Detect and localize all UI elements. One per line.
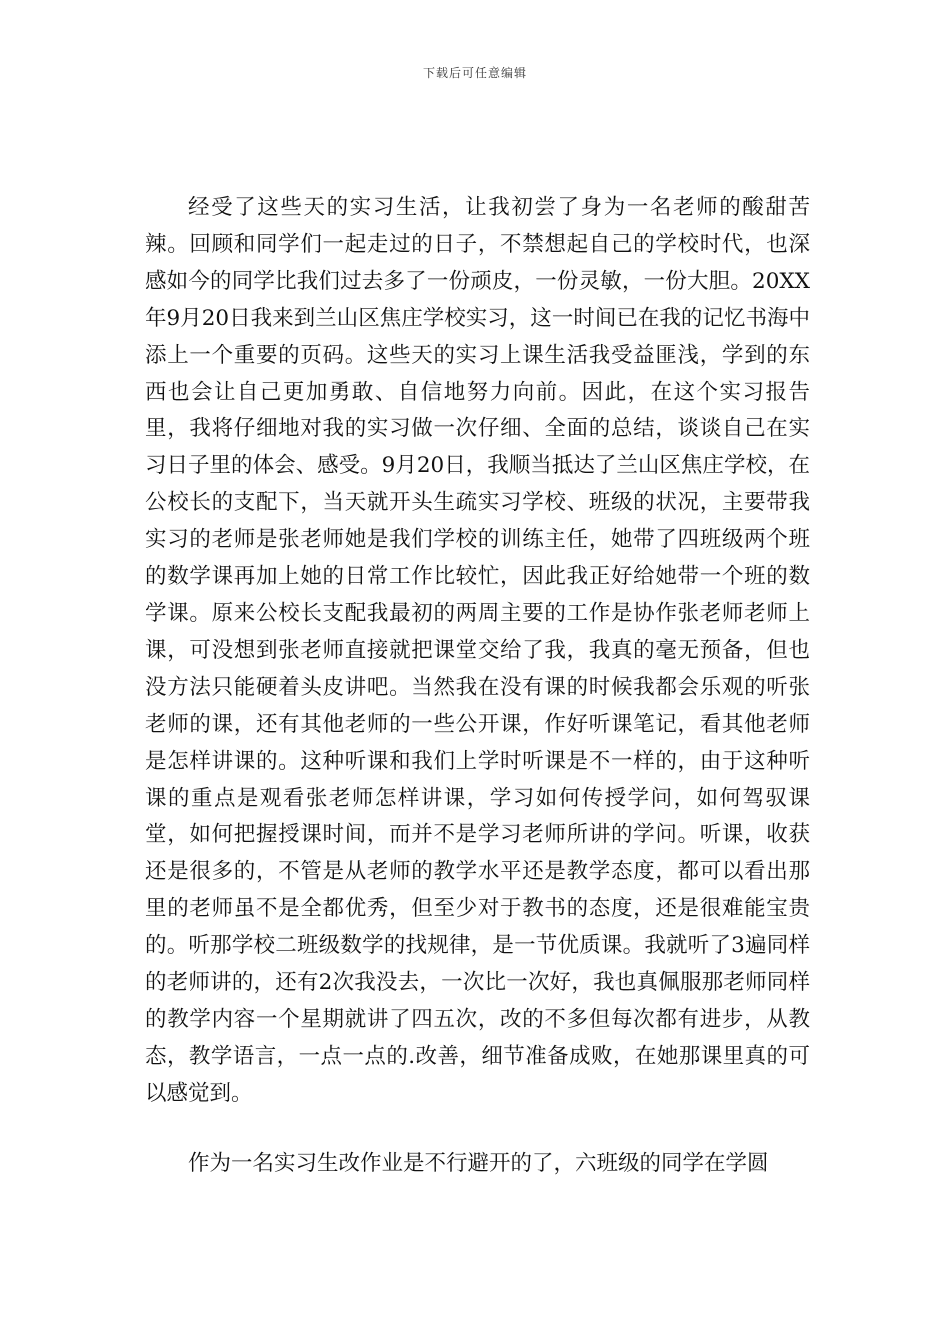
document-body (145, 190, 810, 1183)
body-paragraph: 经受了这些天的实习生活，让我初尝了身为一名老师的酸甜苦辣。回顾和同学们一起走过的日子，不禁想起自己的学校时代，也深感如今的同学比我们过去多了一份顽皮，一份灵敏，一份大胆。20XX年9月20日我来到兰山区焦庄学校实习，这一时间已在我的记忆书海中添上一个重要的页码。这些天的实习上课生活我受益匪浅，学到的东西也会让自己更加勇敢、自信地努力向前。因此，在这个实习报告里，我将仔细地对我的实习做一次仔细、全面的总结，谈谈自己在实习日子里的体会、感受。9月20日，我顺当抵达了兰山区焦庄学校，在公校长的支配下，当天就开头生疏实习学校、班级的状况，主要带我实习的老师是张老师她是我们学校的训练主任，她带了四班级两个班的数学课再加上她的日常工作比较忙，因此我正好给她带一个班的数学课。原来公校长支配我最初的两周主要的工作是协作张老师老师上课，可没想到张老师直接就把课堂交给了我，我真的毫无预备，但也没方法只能硬着头皮讲吧。当然我在没有课的时候我都会乐观的听张老师的课，还有其他老师的一些公开课，作好听课笔记，看其他老师是怎样讲课的。这种听课和我们上学时听课是不一样的，由于这种听课的重点是观看张老师怎样讲课，学习如何传授学问，如何驾驭课堂，如何把握授课时间，而并不是学习老师所讲的学问。听课，收获还是很多的，不管是从老师的教学水平还是教学态度，都可以看出那里的老师虽不是全都优秀，但至少对于教书的态度，还是很难能宝贵的。听那学校二班级数学的找规律，是一节优质课。我就听了3遍同样的老师讲的，还有2次我没去，一次比一次好，我也真佩服那老师同样的教学内容一个星期就讲了四五次，改的不多但每次都有进步，从教态，教学语言，一点一点的.改善，细节准备成败，在她那课里真的可以感觉到。 (145, 195, 810, 1106)
body-paragraph: 作为一名实习生改作业是不行避开的了，六班级的同学在学圆 (188, 1150, 769, 1176)
page-header: 下载后可任意编辑 (422, 66, 527, 80)
